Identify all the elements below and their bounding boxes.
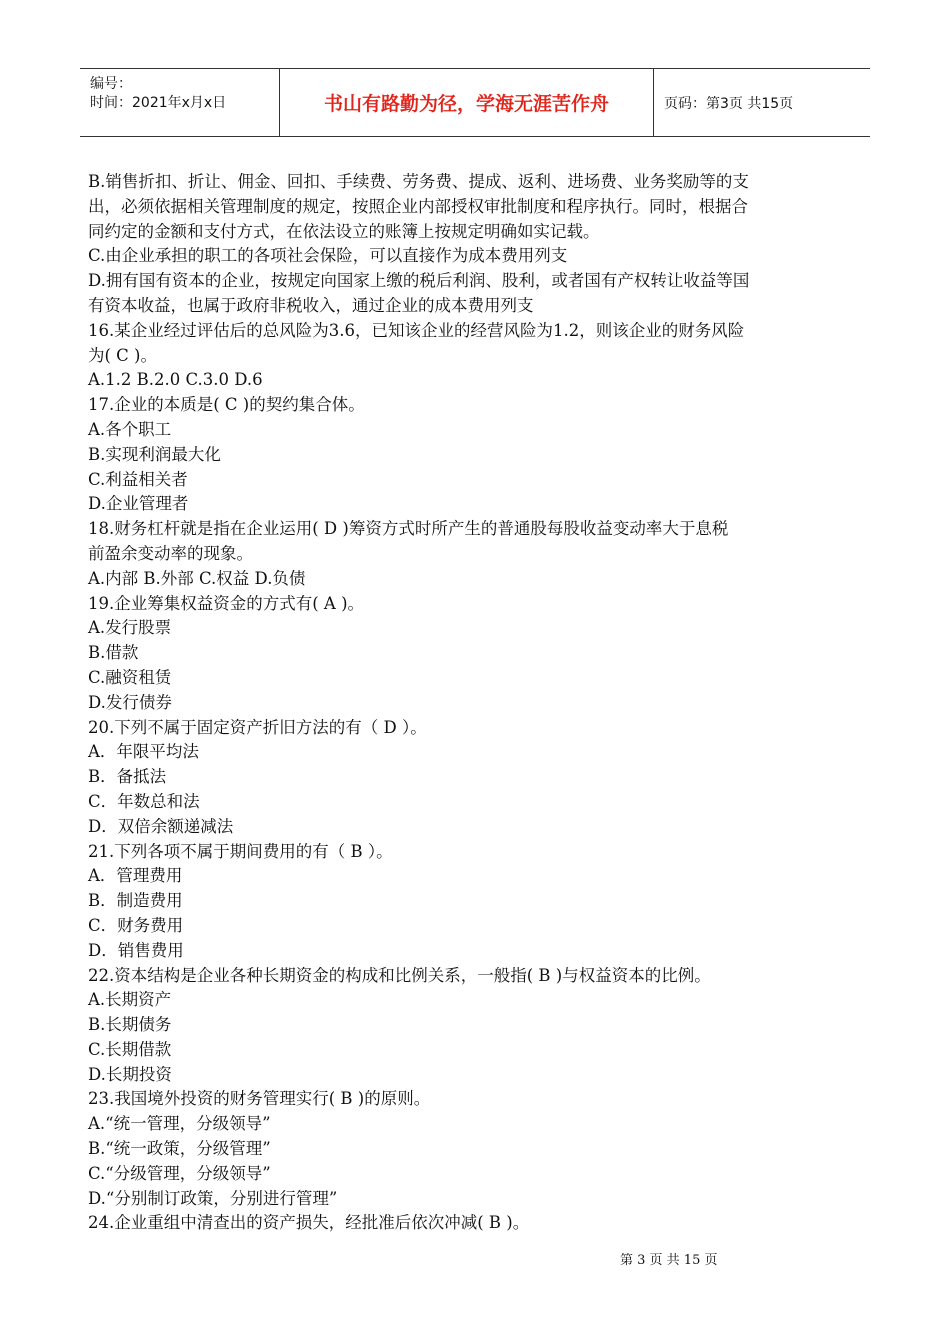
text-line: C．年数总和法 bbox=[88, 791, 200, 811]
text-line: 前盈余变动率的现象。 bbox=[88, 543, 253, 563]
text-line: D．销售费用 bbox=[88, 940, 184, 960]
text-line: 16.某企业经过评估后的总风险为3.6，已知该企业的经营风险为1.2，则该企业的财务风险 bbox=[88, 320, 745, 340]
text-line: 18.财务杠杆就是指在企业运用( D )筹资方式时所产生的普通股每股收益变动率大于息税 bbox=[88, 519, 729, 539]
text-line: A．年限平均法 bbox=[88, 742, 199, 762]
text-line: B.销售折扣、折让、佣金、回扣、手续费、劳务费、提成、返利、进场费、业务奖励等的支 bbox=[88, 172, 749, 191]
text-line: A．管理费用 bbox=[88, 866, 183, 886]
document-body bbox=[88, 170, 863, 1236]
text-line: C.“分级管理，分级领导” bbox=[88, 1163, 271, 1183]
text-line: 为( C )。 bbox=[88, 345, 157, 365]
text-line: B．备抵法 bbox=[88, 767, 167, 787]
text-line: 有资本收益，也属于政府非税收入，通过企业的成本费用列支 bbox=[88, 295, 534, 315]
header-time: 时间：2021年x月x日 bbox=[90, 95, 227, 111]
text-line: 同约定的金额和支付方式，在依法设立的账簿上按规定明确如实记载。 bbox=[88, 221, 600, 241]
text-line: C.利益相关者 bbox=[88, 469, 188, 489]
page-footer: 第 3 页 共 15 页 bbox=[620, 1253, 718, 1268]
text-line: B.长期债务 bbox=[88, 1015, 172, 1035]
text-line: B．制造费用 bbox=[88, 891, 183, 911]
text-line: 19.企业筹集权益资金的方式有( A )。 bbox=[88, 593, 365, 613]
header-page-info: 页码：第3页 共15页 bbox=[664, 95, 794, 112]
text-line: D．双倍余额递减法 bbox=[88, 816, 234, 836]
text-line: C.长期借款 bbox=[88, 1039, 172, 1059]
text-line: A.各个职工 bbox=[88, 419, 172, 439]
header-motto: 书山有路勤为径，学海无涯苦作舟 bbox=[280, 69, 654, 136]
text-line: D.发行债券 bbox=[88, 692, 172, 712]
header-meta bbox=[80, 69, 280, 136]
text-line: A.“统一管理，分级领导” bbox=[88, 1114, 271, 1134]
text-line: A.1.2 B.2.0 C.3.0 D.6 bbox=[88, 370, 263, 390]
text-line: 20.下列不属于固定资产折旧方法的有（ D ）。 bbox=[88, 717, 427, 737]
text-line: C．财务费用 bbox=[88, 915, 184, 935]
text-line: D.“分别制订政策，分别进行管理” bbox=[88, 1188, 338, 1208]
text-line: A.发行股票 bbox=[88, 618, 172, 638]
text-line: B.“统一政策，分级管理” bbox=[88, 1139, 271, 1159]
text-line: D.长期投资 bbox=[88, 1064, 172, 1084]
text-line: 24.企业重组中清查出的资产损失，经批准后依次冲减( B )。 bbox=[88, 1213, 530, 1233]
text-line: 23.我国境外投资的财务管理实行( B )的原则。 bbox=[88, 1089, 431, 1109]
text-line: D.企业管理者 bbox=[88, 494, 189, 514]
text-line: 17.企业的本质是( C )的契约集合体。 bbox=[88, 395, 365, 415]
text-line: B.借款 bbox=[88, 643, 139, 663]
text-line: A.内部 B.外部 C.权益 D.负债 bbox=[88, 568, 306, 588]
text-line: 出，必须依据相关管理制度的规定，按照企业内部授权审批制度和程序执行。同时，根据合 bbox=[88, 196, 748, 216]
text-line: C.融资租赁 bbox=[88, 667, 172, 687]
header-number: 编号： bbox=[90, 76, 132, 92]
text-line: A.长期资产 bbox=[88, 990, 172, 1010]
text-line: 21.下列各项不属于期间费用的有（ B ）。 bbox=[88, 841, 393, 861]
text-line: B.实现利润最大化 bbox=[88, 444, 221, 464]
text-line: 22.资本结构是企业各种长期资金的构成和比例关系，一般指( B )与权益资本的比例。 bbox=[88, 965, 711, 985]
page-header bbox=[80, 68, 870, 137]
text-line: D.拥有国有资本的企业，按规定向国家上缴的税后利润、股利，或者国有产权转让收益等国 bbox=[88, 271, 750, 291]
text-line: C.由企业承担的职工的各项社会保险，可以直接作为成本费用列支 bbox=[88, 246, 568, 266]
